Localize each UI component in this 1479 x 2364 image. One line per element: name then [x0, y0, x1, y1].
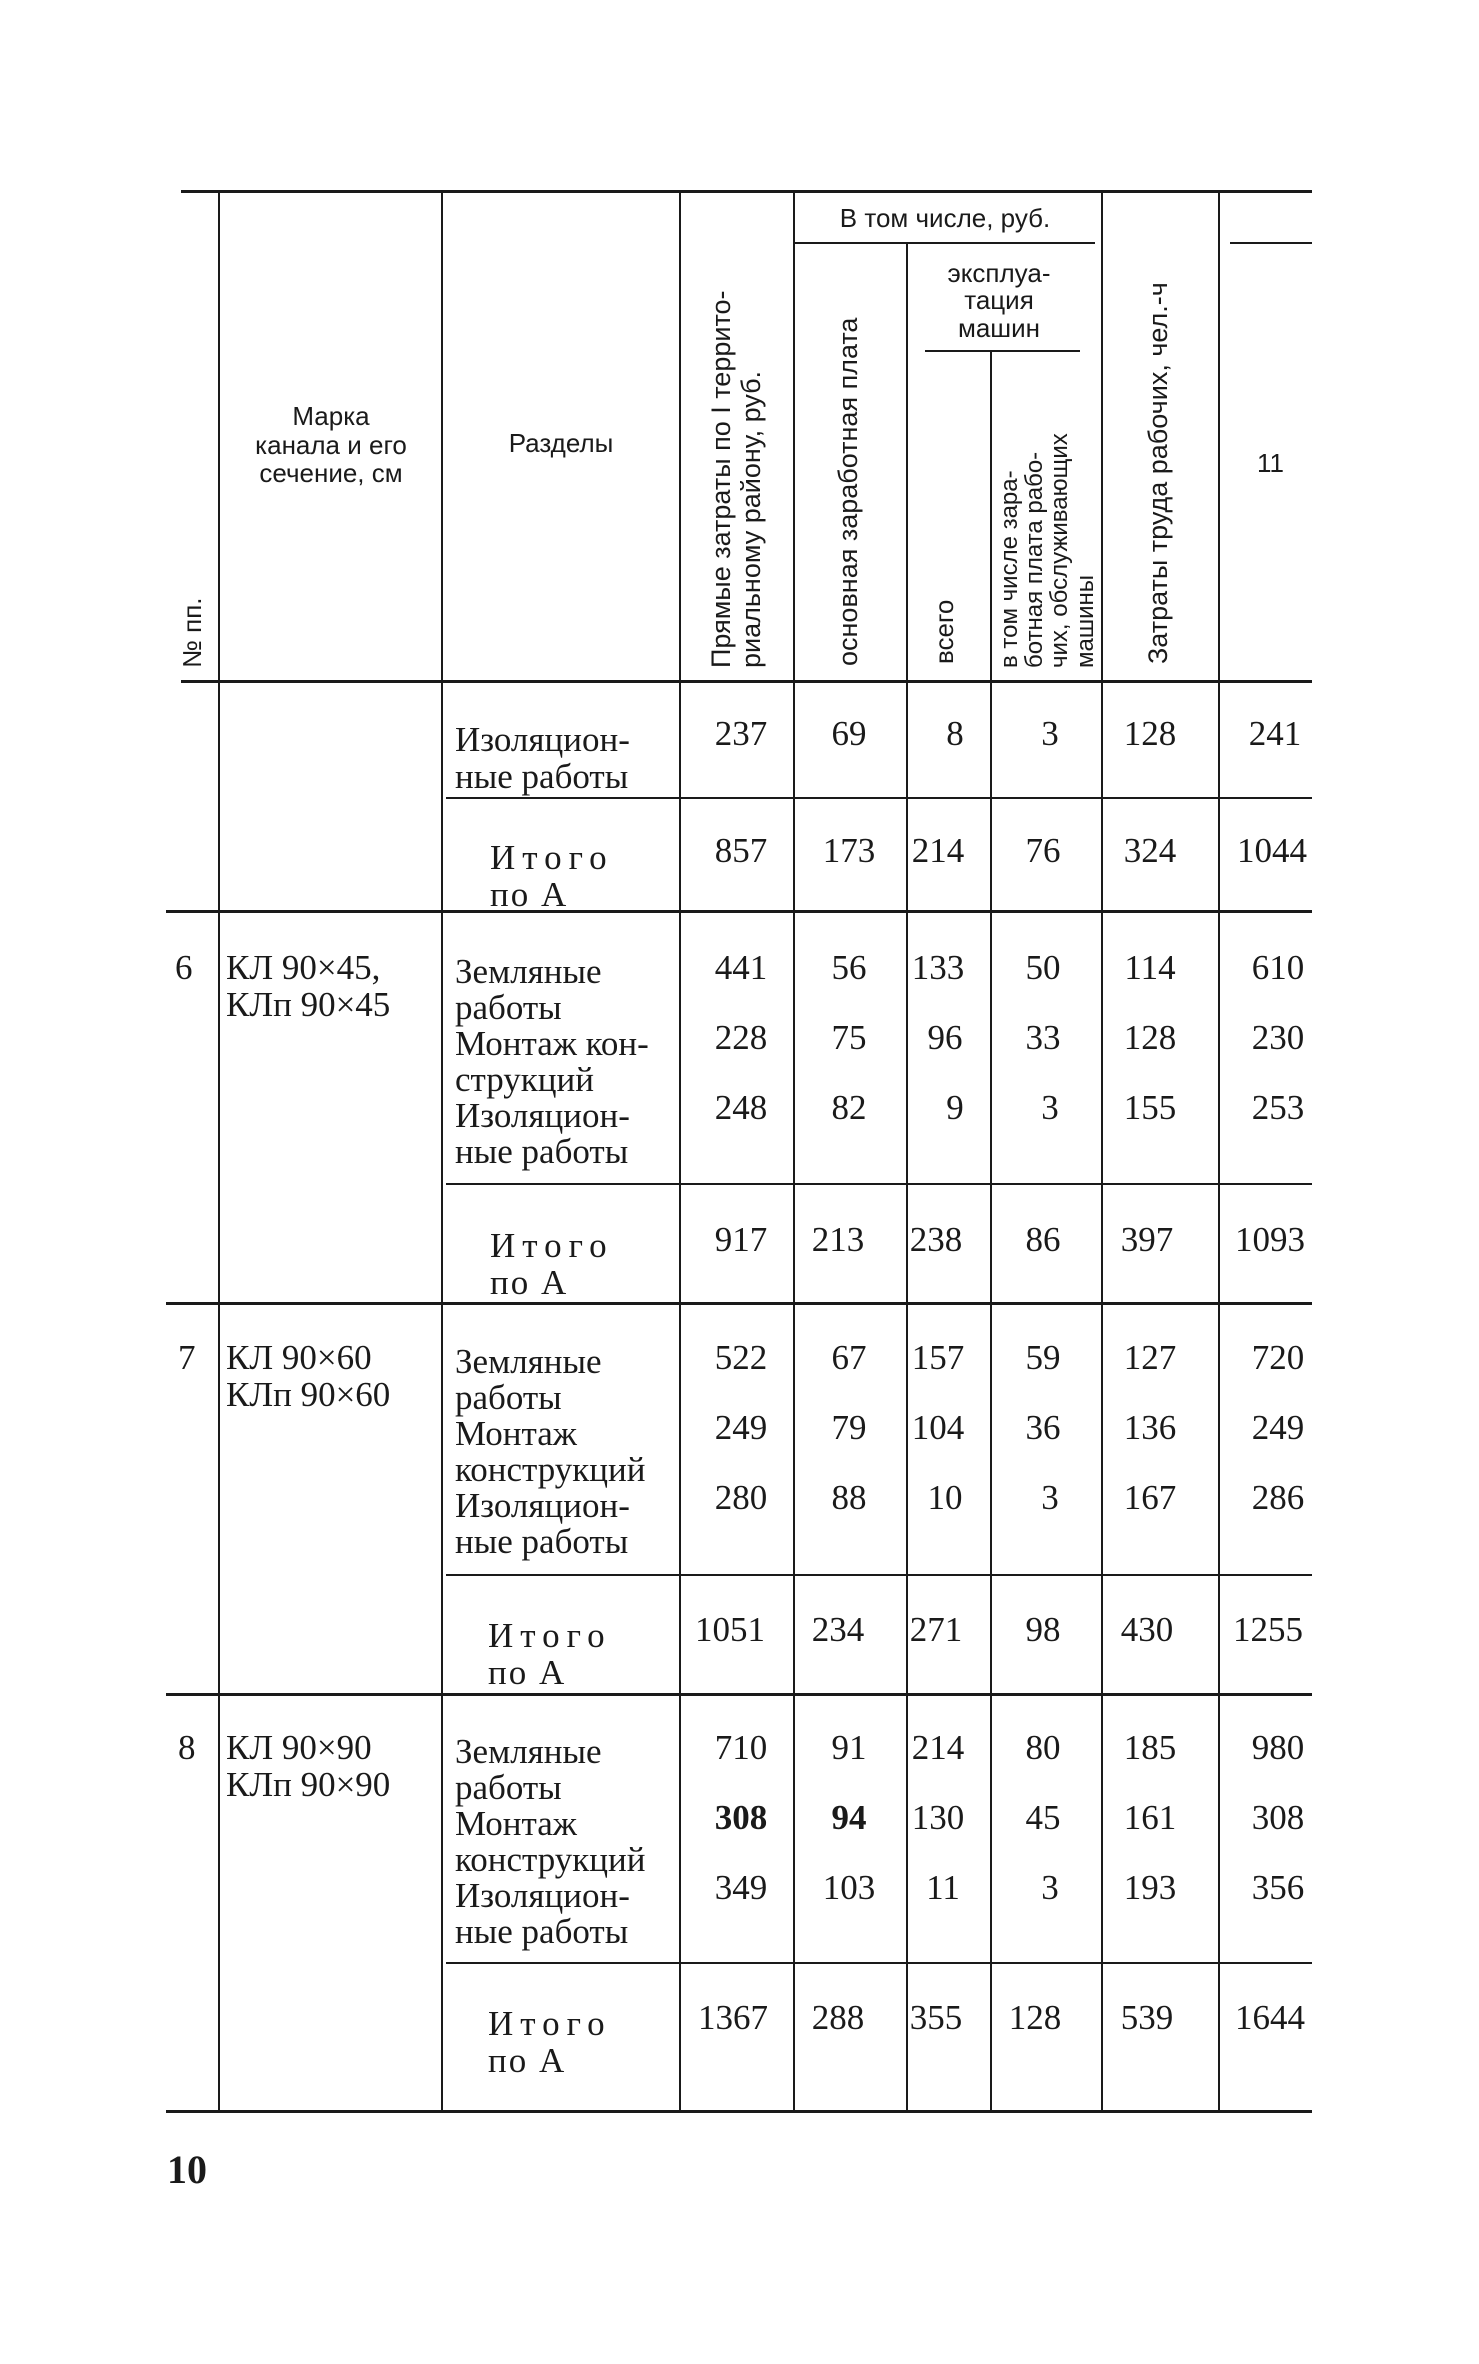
- col-rule-4: [793, 193, 795, 2110]
- col-rule-1: [218, 193, 220, 2110]
- row5-total-v5: 324: [1123, 831, 1177, 870]
- g6-r1-v4: 50: [1025, 948, 1061, 987]
- g8-r2-v4: 45: [1025, 1798, 1061, 1837]
- row8-sections: [455, 1734, 645, 1950]
- row5-total-v3: 214: [911, 831, 965, 870]
- total-rule-5: [446, 797, 1312, 799]
- mark-line: КЛп 90×60: [226, 1374, 391, 1414]
- g8-r2-v1: 308: [714, 1798, 768, 1837]
- row6-mark: [226, 950, 390, 1024]
- row5-iso-v5: 128: [1123, 714, 1177, 753]
- g8-total-v4: 128: [1008, 1998, 1062, 2037]
- g6-r3-v4: 3: [1041, 1088, 1059, 1127]
- header-sections: [448, 430, 674, 456]
- total-label-line: Итого: [490, 838, 614, 877]
- g6-r2-v1: 228: [714, 1018, 768, 1057]
- mark-line: КЛ 90×90: [226, 1728, 372, 1767]
- g6-r3-v1: 248: [714, 1088, 768, 1127]
- g8-r3-v1: 349: [714, 1868, 768, 1907]
- g6-total-v2: 213: [811, 1220, 865, 1259]
- g8-total-v1: 1367: [698, 1998, 768, 2037]
- mark-line: КЛп 90×45: [226, 984, 391, 1024]
- row8-no: 8: [178, 1728, 196, 1767]
- col-rule-6: [990, 352, 992, 2110]
- row5-total-v1: 857: [714, 831, 768, 870]
- section-line: Изоляцион-: [455, 1096, 630, 1136]
- col-rule-7: [1101, 193, 1103, 2110]
- header-labor: [1143, 282, 1173, 664]
- g6-r1-v2: 56: [831, 948, 867, 987]
- g8-r1-v4: 80: [1025, 1728, 1061, 1767]
- g7-r3-v4: 3: [1041, 1478, 1059, 1517]
- g7-r3-v2: 88: [831, 1478, 867, 1517]
- g8-total-v6: 1644: [1235, 1998, 1305, 2037]
- header-incl-line: чих, обслуживающих: [1046, 433, 1074, 668]
- total-rule-8: [446, 1962, 1312, 1964]
- g7-r3-v6: 286: [1251, 1478, 1305, 1517]
- total-label-line: по А: [488, 2040, 567, 2080]
- header-mark-line: Марка: [292, 401, 370, 431]
- table-bottom-rule: [166, 2110, 1312, 2113]
- g6-r1-v5: 114: [1124, 948, 1176, 987]
- g6-r2-v3: 96: [927, 1018, 963, 1057]
- row5-iso-v1: 237: [714, 714, 768, 753]
- total-rule-7: [446, 1574, 1312, 1576]
- g6-r2-v2: 75: [831, 1018, 867, 1057]
- row5-iso-v3: 8: [946, 714, 964, 753]
- mark-line: КЛ 90×60: [226, 1338, 372, 1377]
- total-label-line: Итого: [488, 2004, 612, 2043]
- g8-r2-v5: 161: [1123, 1798, 1177, 1837]
- header-direct-line: риальному району, руб.: [736, 370, 767, 668]
- total-label-line: по А: [490, 874, 569, 914]
- header-wage-label: основная заработная плата: [833, 317, 863, 666]
- header-group: [795, 205, 1095, 231]
- col-rule-3: [679, 193, 681, 2110]
- g8-r2-v6: 308: [1251, 1798, 1305, 1837]
- total-label-line: Итого: [488, 1616, 612, 1655]
- row8-mark: [226, 1730, 390, 1804]
- row7-mark: [226, 1340, 390, 1414]
- g7-r3-v3: 10: [927, 1478, 963, 1517]
- row5-iso-v4: 3: [1041, 714, 1059, 753]
- g7-r2-v3: 104: [911, 1408, 965, 1447]
- header-exploit-line: эксплуа-: [947, 258, 1051, 288]
- col-rule-5: [906, 244, 908, 2110]
- section-line: Монтаж: [455, 1414, 577, 1454]
- g8-r3-v5: 193: [1123, 1868, 1177, 1907]
- g7-r1-v6: 720: [1251, 1338, 1305, 1377]
- g6-r2-v5: 128: [1123, 1018, 1177, 1057]
- g7-r3-v5: 167: [1123, 1478, 1177, 1517]
- g6-r3-v6: 253: [1251, 1088, 1305, 1127]
- section-line: Монтаж: [455, 1804, 577, 1844]
- header-direct: [706, 290, 766, 668]
- g7-total-v6: 1255: [1233, 1610, 1303, 1649]
- page-number: 10: [167, 2147, 207, 2192]
- section-line: Монтаж кон-: [455, 1024, 649, 1064]
- g7-r1-v2: 67: [831, 1338, 867, 1377]
- g6-total-v4: 86: [1025, 1220, 1061, 1259]
- header-mark-line: канала и его: [255, 429, 407, 460]
- row5-total-v2: 173: [822, 831, 876, 870]
- row5-iso-v2: 69: [831, 714, 867, 753]
- exploit-header-rule: [925, 350, 1080, 352]
- g8-r1-v6: 980: [1251, 1728, 1305, 1767]
- g7-total-v4: 98: [1025, 1610, 1061, 1649]
- group-rule-5-6: [166, 910, 1312, 913]
- g6-total-v5: 397: [1120, 1220, 1174, 1259]
- row7-no: 7: [178, 1338, 196, 1377]
- g7-r1-v3: 157: [911, 1338, 965, 1377]
- section-line: ные работы: [455, 1132, 629, 1172]
- g7-total-v3: 271: [909, 1610, 963, 1649]
- mark-line: КЛп 90×90: [226, 1764, 391, 1804]
- header-last: [1257, 450, 1284, 476]
- row6-no: 6: [175, 948, 193, 987]
- header-total: [930, 600, 959, 664]
- header-exploit-line: тация: [964, 285, 1034, 316]
- g6-r2-v6: 230: [1251, 1018, 1305, 1057]
- header-incl-line: ботная плата рабо-: [1021, 451, 1049, 668]
- g8-total-v5: 539: [1120, 1998, 1174, 2037]
- g7-total-v5: 430: [1120, 1610, 1174, 1649]
- header-exploit: [910, 260, 1088, 342]
- g8-r3-v3: 11: [926, 1868, 960, 1907]
- g6-r2-v4: 33: [1025, 1018, 1061, 1057]
- section-line: конструкций: [455, 1450, 646, 1490]
- section-line: Изоляцион-: [455, 1486, 630, 1526]
- g6-r1-v6: 610: [1251, 948, 1305, 987]
- g7-r2-v6: 249: [1251, 1408, 1305, 1447]
- section-line: работы: [455, 988, 562, 1028]
- g8-r3-v4: 3: [1041, 1868, 1059, 1907]
- section-line: Изоляцион-: [455, 720, 630, 759]
- section-line: ные работы: [455, 1912, 629, 1952]
- header-sections-label: Разделы: [508, 428, 614, 458]
- row5-total-label: [490, 840, 614, 914]
- section-line: струкций: [455, 1060, 594, 1100]
- g7-total-v2: 234: [811, 1610, 865, 1649]
- section-line: Земляные: [455, 1732, 602, 1771]
- g6-total-v3: 238: [909, 1220, 963, 1259]
- header-group-label: В том числе, руб.: [839, 203, 1051, 233]
- g7-r3-v1: 280: [714, 1478, 768, 1517]
- g7-r1-v5: 127: [1123, 1338, 1177, 1377]
- g8-r2-v3: 130: [911, 1798, 965, 1837]
- row7-sections: [455, 1344, 645, 1560]
- header-direct-line: Прямые затраты по I террито-: [706, 290, 736, 668]
- col-rule-2: [441, 193, 443, 2110]
- header-mark-line: сечение, см: [259, 458, 403, 489]
- row5-total-v6: 1044: [1237, 831, 1307, 870]
- g8-r1-v1: 710: [714, 1728, 768, 1767]
- section-line: Земляные: [455, 1342, 602, 1381]
- header-incl-line: в том числе зара-: [996, 470, 1023, 668]
- header-last-label: 11: [1257, 448, 1284, 478]
- row6-sections: [455, 954, 649, 1170]
- g6-r1-v3: 133: [911, 948, 965, 987]
- mark-line: КЛ 90×45,: [226, 948, 381, 987]
- group-header-rule: [793, 242, 1095, 244]
- g8-r1-v2: 91: [831, 1728, 867, 1767]
- g8-total-v2: 288: [811, 1998, 865, 2037]
- g7-r2-v5: 136: [1123, 1408, 1177, 1447]
- section-line: конструкций: [455, 1840, 646, 1880]
- g7-r1-v1: 522: [714, 1338, 768, 1377]
- table-top-rule: [181, 190, 1312, 193]
- g6-r3-v5: 155: [1123, 1088, 1177, 1127]
- col-rule-8: [1218, 193, 1220, 2110]
- total-label-line: по А: [488, 1652, 567, 1692]
- header-incl-line: машины: [1071, 574, 1099, 668]
- g6-total-label: [490, 1228, 614, 1302]
- total-label-line: по А: [490, 1262, 569, 1302]
- last-col-header-rule: [1230, 242, 1312, 244]
- g7-r2-v2: 79: [831, 1408, 867, 1447]
- section-line: ные работы: [455, 756, 629, 796]
- group-rule-6-7: [166, 1302, 1312, 1305]
- row5-iso-v6: 241: [1248, 714, 1302, 753]
- g6-total-v6: 1093: [1235, 1220, 1305, 1259]
- g8-total-v3: 355: [909, 1998, 963, 2037]
- header-mark: [226, 402, 436, 488]
- row5-total-v4: 76: [1025, 831, 1061, 870]
- header-labor-label: Затраты труда рабочих, чел.-ч: [1143, 282, 1173, 664]
- g7-total-v1: 1051: [695, 1610, 765, 1649]
- header-no: [178, 598, 207, 669]
- section-line: Земляные: [455, 952, 602, 991]
- header-incl: [997, 433, 1098, 668]
- g6-r3-v3: 9: [946, 1088, 964, 1127]
- g6-r1-v1: 441: [714, 948, 768, 987]
- g6-total-v1: 917: [714, 1220, 768, 1259]
- header-total-label: всего: [929, 599, 959, 664]
- section-line: ные работы: [455, 1522, 629, 1562]
- row5-iso-section: [455, 722, 630, 796]
- g7-r2-v4: 36: [1025, 1408, 1061, 1447]
- header-bottom-rule: [181, 680, 1312, 683]
- section-line: Изоляцион-: [455, 1876, 630, 1916]
- g8-r1-v3: 214: [911, 1728, 965, 1767]
- total-label-line: Итого: [490, 1226, 614, 1265]
- g8-r3-v6: 356: [1251, 1868, 1305, 1907]
- section-line: работы: [455, 1378, 562, 1418]
- g7-total-label: [488, 1618, 612, 1692]
- header-exploit-line: машин: [957, 312, 1041, 343]
- g6-r3-v2: 82: [831, 1088, 867, 1127]
- g8-r3-v2: 103: [822, 1868, 876, 1907]
- group-rule-7-8: [166, 1693, 1312, 1696]
- g7-r2-v1: 249: [714, 1408, 768, 1447]
- section-line: работы: [455, 1768, 562, 1808]
- g8-r2-v2: 94: [831, 1798, 867, 1837]
- g8-total-label: [488, 2006, 612, 2080]
- header-wage: [833, 318, 863, 666]
- g7-r1-v4: 59: [1025, 1338, 1061, 1377]
- g8-r1-v5: 185: [1123, 1728, 1177, 1767]
- header-no-label: № пп.: [177, 597, 207, 668]
- total-rule-6: [446, 1183, 1312, 1185]
